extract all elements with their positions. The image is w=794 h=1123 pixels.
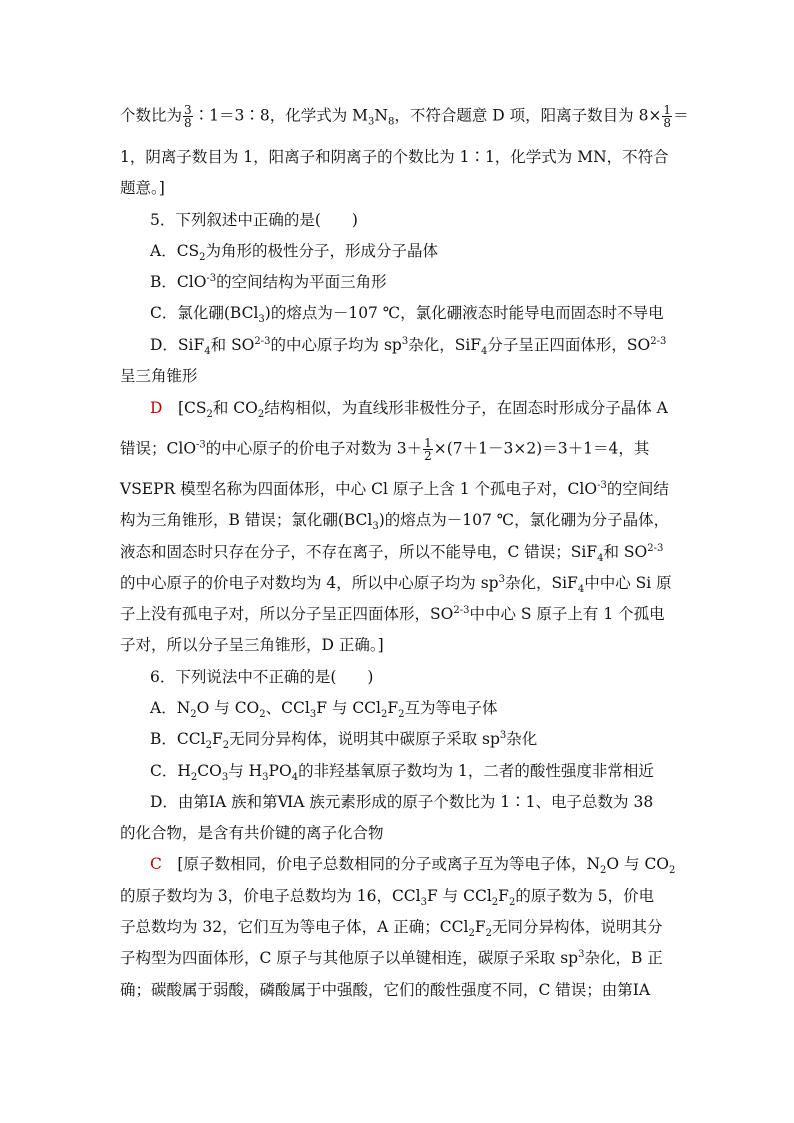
answer-5-line: 的中心原子的价电子对数均为 4，所以中心原子均为 $sp^3$杂化，SiF$_4$中中心 Si 原 (120, 573, 672, 596)
answer-letter: C (150, 855, 162, 873)
answer-6-line: 子总数均为 32，它们互为等电子体，A 正确；$CCl_2F_2$无同分异构体，说明其分 (120, 918, 663, 940)
answer-5-line: 子上没有孤电子对，所以分子呈正四面体形，SO$^{2-3}$中中心 S 原子上有 1 个孤电 (120, 604, 665, 623)
answer-6-line: 确；碳酸属于弱酸，磷酸属于中强酸，它们的酸性强度不同，C 错误；由第ⅠA (120, 981, 651, 999)
question-6-option-b: B．$CCl_2F_2$无同分异构体，说明其中碳原子采取 $sp^3$杂化 (150, 729, 538, 752)
fraction: $\frac{1}{2}$ (424, 436, 432, 463)
text-line: 题意。] (120, 179, 165, 197)
question-5-option-b: B．ClO$^{-3}$的空间结构为平面三角形 (150, 272, 387, 291)
answer-6-line: C [原子数相同，价电子总数相同的分子或离子互为等电子体，$N_2O$ 与 $CO_2$ (150, 855, 676, 877)
answer-6-line: 的原子数均为 3，价电子总数均为 16，CCl$_3$F 与 $CCl_2F_2$的原子数为 5，价电 (120, 887, 655, 909)
fraction: $\frac{1}{8}$ (663, 103, 672, 130)
question-6-option-c: C．$H_2CO_3$与 $H_3PO_4$的非羟基氧原子数均为 1，二者的酸性强度非常相近 (150, 762, 654, 784)
question-6-option-d: D．由第ⅠA 族和第ⅥA 族元素形成的原子个数比为 1∶1、电子总数为 38 (150, 793, 654, 811)
text-line: 个数比为 $\frac{3}{8}$ ∶1＝3∶8，化学式为 $M_3N_8$，不符合题意 D 项，阳离子数目为 8× $\frac{1}{8}$ ＝ (120, 103, 689, 130)
fraction: $\frac{3}{8}$ (184, 103, 192, 130)
question-5-option-d-cont: 呈三角锥形 (120, 367, 198, 385)
answer-letter: D (150, 399, 163, 417)
text-line: 1，阴离子数目为 1，阳离子和阴离子的个数比为 1∶1，化学式为 MN，不符合 (120, 148, 669, 166)
question-5-option-d: D．SiF$_4$和 SO$^{2-3}$的中心原子均为 $sp^3$杂化，SiF$_4$分子呈正四面体形，SO$^{2-3}$ (150, 335, 667, 358)
question-5-option-c: C．氯化硼(BCl$_3$)的熔点为－107 ℃，氯化硼液态时能导电而固态时不导电 (150, 304, 664, 326)
answer-5-line: 液态和固态时只存在分子，不存在离子，所以不能导电，C 错误；SiF$_4$和 SO$^{2-3}$ (120, 542, 664, 565)
question-5-stem: 5．下列叙述中正确的是( ) (150, 211, 358, 229)
answer-6-line: 子构型为四面体形，C 原子与其他原子以单键相连，碳原子采取 $sp^3$杂化，B 正 (120, 948, 663, 967)
question-6-option-a: A．$N_2O$ 与 $CO_2$、CCl$_3$F 与 $CCl_2F_2$互为等电子体 (150, 699, 498, 721)
answer-5-line: 构为三角锥形，B 错误；氯化硼(BCl$_3$)的熔点为－107 ℃，氯化硼为分子晶体， (120, 511, 670, 533)
question-5-option-a: A．$CS_2$为角形的极性分子，形成分子晶体 (150, 242, 439, 264)
question-6-stem: 6．下列说法中不正确的是( ) (150, 668, 374, 686)
answer-5-line: 子对，所以分子呈三角锥形，D 正确。] (120, 636, 384, 654)
answer-5-line: D [$CS_2$和 $CO_2$结构相似，为直线形非极性分子，在固态时形成分子晶体 A (150, 399, 668, 421)
answer-5-line: VSEPR 模型名称为四面体形，中心 Cl 原子上含 1 个孤电子对，ClO$^{-3}$的空间结 (120, 479, 669, 498)
answer-5-line: 错误；ClO$^{-3}$的中心原子的价电子对数为 3＋ $\frac{1}{2}$ ×(7＋1－3×2)＝3＋1＝4，其 (120, 436, 650, 463)
question-6-option-d-cont: 的化合物，是含有共价键的离子化合物 (120, 824, 384, 842)
